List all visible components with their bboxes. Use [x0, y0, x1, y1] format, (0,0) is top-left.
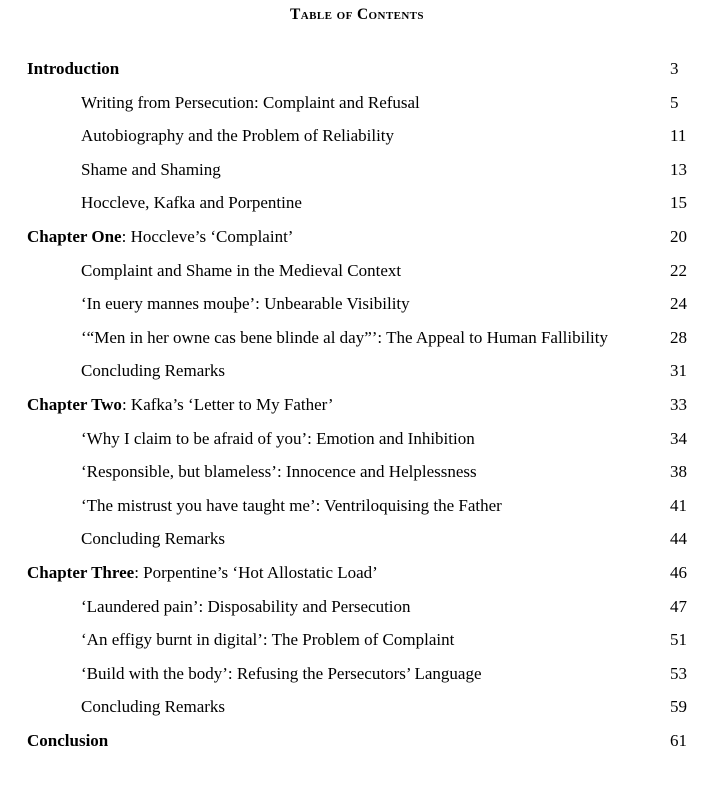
toc-page-number: 11 [670, 126, 687, 146]
toc-entry-title: ‘An effigy burnt in digital’: The Problem of Complaint [81, 630, 455, 650]
toc-entry-label [81, 186, 302, 220]
toc-entry[interactable] [0, 455, 714, 489]
toc-entry-title: Hoccleve, Kafka and Porpentine [81, 193, 302, 213]
toc-page-number: 59 [670, 697, 687, 717]
toc-entry[interactable] [0, 220, 714, 254]
toc-entry-title: : Kafka’s ‘Letter to My Father’ [121, 394, 334, 414]
toc-entry-label [27, 388, 334, 422]
toc-entry-title: ‘In euery mannes mouþe’: Unbearable Visibility [81, 294, 410, 314]
toc-entry-title: Writing from Persecution: Complaint and Refusal [81, 92, 420, 112]
toc-page-number: 20 [670, 226, 687, 246]
toc-entry-label [81, 119, 394, 153]
toc-entry[interactable] [0, 422, 714, 456]
toc-entry-title: ‘Build with the body’: Refusing the Persecutors’ Language [81, 663, 482, 683]
toc-entry-title: ‘Laundered pain’: Disposability and Persecution [81, 596, 411, 616]
toc-entry[interactable] [0, 388, 714, 422]
toc-entry[interactable] [0, 254, 714, 288]
toc-entry[interactable] [0, 690, 714, 724]
toc-entry-lead: Introduction [27, 59, 120, 78]
toc-entry-title: : Hoccleve’s ‘Complaint’ [121, 226, 294, 246]
toc-entry[interactable] [0, 489, 714, 523]
toc-entry-lead: Chapter Three [27, 562, 135, 582]
toc-entry-label [81, 422, 475, 456]
toc-entry-lead: Conclusion [27, 730, 109, 750]
toc-entry-title: Complaint and Shame in the Medieval Context [81, 260, 402, 280]
toc-page-number: 13 [670, 159, 687, 179]
toc-entry[interactable] [0, 119, 714, 153]
toc-entry-title: Concluding Remarks [81, 697, 226, 717]
toc-entry-label [81, 354, 225, 388]
toc-entry-title: ‘Why I claim to be afraid of you’: Emotion and Inhibition [81, 428, 475, 448]
toc-entry-title: ‘The mistrust you have taught me’: Ventriloquising the Father [81, 495, 502, 515]
toc-entry-label [27, 556, 378, 590]
toc-entry[interactable] [0, 590, 714, 624]
toc-entry-label [81, 657, 482, 691]
toc-page-number: 51 [670, 630, 687, 650]
toc-entry[interactable] [0, 287, 714, 321]
toc-entry-title: Concluding Remarks [81, 361, 226, 381]
toc-entry[interactable] [0, 657, 714, 691]
toc-page-number: 38 [670, 462, 687, 482]
toc-entry-title: Autobiography and the Problem of Reliability [81, 126, 395, 146]
toc-entry-lead: Chapter One [27, 226, 122, 246]
toc-page-number: 28 [670, 327, 687, 347]
toc-page-number: 5 [670, 92, 679, 112]
toc-page-number: 31 [670, 361, 687, 381]
toc-entry-label [81, 86, 420, 120]
toc-entry[interactable] [0, 186, 714, 220]
toc-page-number: 47 [670, 596, 687, 616]
toc-page-number: 15 [670, 193, 687, 213]
toc-entry-label [81, 489, 502, 523]
toc-page-number: 34 [670, 428, 687, 448]
toc-entry[interactable] [0, 321, 714, 355]
page-title: Table of Contents [290, 6, 424, 23]
toc-entry-label [27, 724, 108, 758]
toc-entry-label [81, 455, 477, 489]
toc-entry[interactable] [0, 354, 714, 388]
toc-entry-label [81, 690, 225, 724]
toc-entry-label [81, 590, 411, 624]
toc-entry-lead: Chapter Two [27, 394, 122, 414]
toc-page-number: 44 [670, 529, 687, 549]
toc-entry[interactable] [0, 623, 714, 657]
toc-page-number: 46 [670, 562, 687, 582]
toc-entry[interactable] [0, 556, 714, 590]
toc-entry[interactable] [0, 522, 714, 556]
toc-entry-label [81, 287, 410, 321]
toc-page-number: 53 [670, 663, 687, 683]
toc-entry-label [81, 254, 401, 288]
toc-page-number: 41 [670, 495, 687, 515]
toc-entry-label [81, 623, 454, 657]
toc-entry-label [81, 522, 225, 556]
toc-entry[interactable] [0, 724, 714, 758]
toc-entry-label [81, 321, 608, 355]
toc-page-number: 22 [670, 260, 687, 280]
toc-entry[interactable] [0, 52, 714, 86]
table-of-contents-list [0, 52, 714, 757]
toc-entry-title: ‘Responsible, but blameless’: Innocence and Helplessness [81, 462, 477, 482]
toc-entry[interactable] [0, 86, 714, 120]
toc-page-number: 24 [670, 294, 687, 314]
toc-page-number: 33 [670, 394, 687, 414]
toc-entry-title: : Porpentine’s ‘Hot Allostatic Load’ [134, 562, 378, 582]
toc-entry-title: Concluding Remarks [81, 529, 226, 549]
toc-entry-title: Shame and Shaming [81, 159, 221, 179]
toc-page-number: 3 [670, 59, 679, 78]
toc-entry-label [81, 153, 221, 187]
toc-entry-title: ‘“Men in her owne cas bene blinde al day”’: The Appeal to Human Fallibility [81, 327, 609, 347]
toc-entry-label [27, 220, 293, 254]
toc-page-number: 61 [670, 730, 687, 750]
toc-entry-label [27, 52, 119, 86]
toc-entry[interactable] [0, 153, 714, 187]
